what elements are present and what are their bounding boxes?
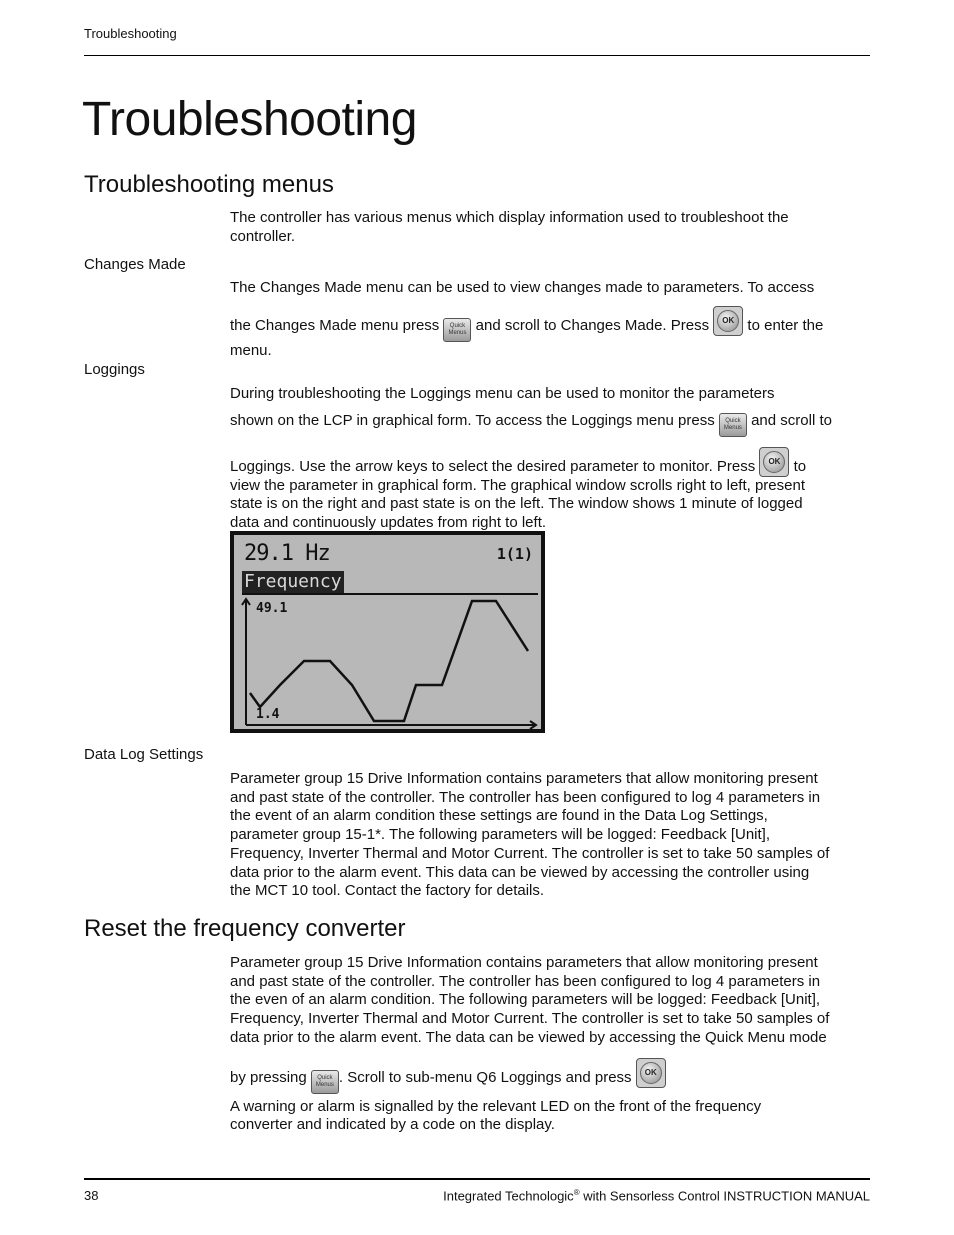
footer-manual-title: Integrated Technologic® with Sensorless Control INSTRUCTION MANUAL	[443, 1188, 870, 1204]
lcp-parameter-name: Frequency	[244, 571, 342, 592]
section-heading-reset: Reset the frequency converter	[84, 915, 406, 942]
changes-made-paragraph: The Changes Made menu can be used to view changes made to parameters. To access the Changes Made menu press Quick Menus and scroll to Changes Made. Press OK to enter the menu.	[230, 279, 824, 359]
page-title: Troubleshooting	[82, 93, 417, 146]
data-log-paragraph: Parameter group 15 Drive Information contains parameters that allow monitoring present and past state of the controller. The controller has been configured to log 4 parameters in the event of an alarm condition these settings are found in the Data Log Settings, parameter group 15-1*. The following parameters will be logged: Feedback [Unit], Frequency, Inverter Thermal and Motor Current. The controller is set to take 50 samples of data prior to the alarm event. This data can be viewed by accessing the controller using the MCT 10 tool. Contact the factory for details.	[230, 770, 830, 900]
subheading-loggings: Loggings	[84, 361, 145, 378]
reset-paragraph: Parameter group 15 Drive Information contains parameters that allow monitoring present and past state of the controller. The controller has been configured to log 4 parameters in the even of an alarm condition. The following parameters will be logged: Feedback [Unit], Frequency, Inverter Thermal and Motor Current. The controller is set to take 50 samples of data prior to the alarm event. The data can be viewed by accessing the Quick Menu mode by pressing Quick Menus . Scroll to sub-menu Q6 Loggings and press OK A warning or alarm is signalled by the relevant LED on the front of the frequency converter and indicated by a code on the display.	[230, 954, 830, 1134]
lcp-readout-value: 29.1 Hz	[244, 541, 330, 566]
subheading-changes-made: Changes Made	[84, 256, 186, 273]
ok-button-icon: OK	[759, 447, 789, 477]
quick-menus-button-icon: Quick Menus	[719, 413, 747, 437]
loggings-paragraph: During troubleshooting the Loggings menu can be used to monitor the parameters shown on the LCP in graphical form. To access the Loggings menu press Quick Menus and scroll to Loggings. Use the arrow keys to select the desired parameter to monitor. Press OK to view the parameter in graphical form. The graphical window scrolls right to left, present state is on the right and past state is on the left. The window shows 1 minute of logged data and continuously updates from right to left.	[230, 385, 832, 532]
lcp-trend-graph	[234, 535, 541, 729]
quick-menus-button-icon: Quick Menus	[311, 1070, 339, 1094]
header-rule	[84, 55, 870, 56]
lcp-axis-max: 49.1	[256, 601, 288, 616]
lcp-display-figure	[230, 531, 545, 733]
ok-button-icon: OK	[636, 1058, 666, 1088]
footer-rule	[84, 1178, 870, 1180]
intro-paragraph: The controller has various menus which display information used to troubleshoot the controller.	[230, 209, 789, 245]
lcp-axis-min: 1.4	[256, 707, 280, 722]
ok-button-icon: OK	[713, 306, 743, 336]
subheading-data-log-settings: Data Log Settings	[84, 746, 204, 763]
lcp-screen	[234, 535, 541, 729]
running-head: Troubleshooting	[84, 26, 177, 41]
lcp-trend-line	[250, 601, 528, 721]
page-number: 38	[84, 1188, 99, 1203]
lcp-setup-indicator: 1(1)	[496, 545, 533, 563]
section-heading-troubleshooting-menus: Troubleshooting menus	[84, 171, 334, 198]
quick-menus-button-icon: Quick Menus	[443, 318, 471, 342]
